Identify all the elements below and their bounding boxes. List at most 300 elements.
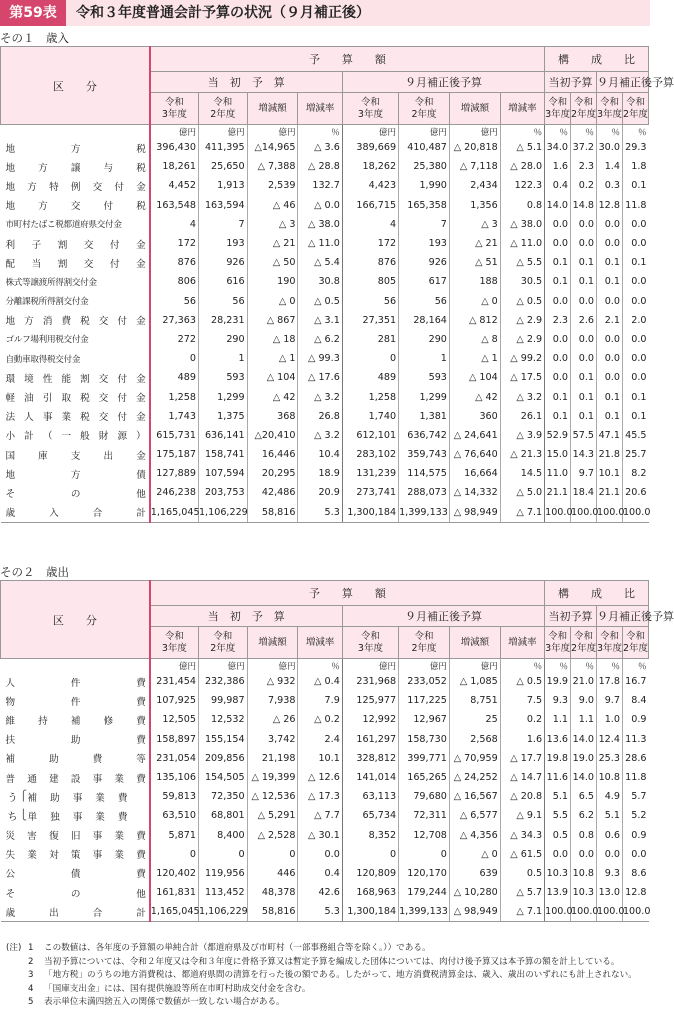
col-r3: 令和 3年度: [342, 93, 398, 125]
value-cell: △ 34.3: [500, 826, 544, 845]
value-cell: 615,731: [150, 426, 199, 445]
value-cell: 1,913: [198, 176, 247, 195]
value-cell: 1,399,133: [399, 902, 450, 922]
brace-icon: ⎩: [19, 810, 27, 822]
value-cell: 21.8: [597, 445, 623, 464]
value-cell: 7.5: [500, 691, 544, 710]
table-row: [1, 672, 649, 691]
value-cell: 13.0: [597, 883, 623, 902]
row-label: 配 当 割 交 付 金: [5, 258, 146, 270]
row-label: ゴルフ場利用税交付金: [5, 335, 89, 346]
value-cell: 68,801: [198, 806, 247, 825]
value-cell: 5.7: [622, 787, 648, 806]
value-cell: 10.1: [597, 464, 623, 483]
col-r2: 令和 2年度: [622, 93, 648, 125]
value-cell: 17.8: [597, 672, 623, 691]
value-cell: 21.1: [597, 483, 623, 502]
value-cell: 21,198: [247, 749, 298, 768]
unit-cell: ％: [571, 659, 597, 673]
table-row: [1, 196, 649, 215]
value-cell: △ 26: [247, 710, 298, 729]
value-cell: 11.8: [622, 768, 648, 787]
value-cell: 179,244: [399, 883, 450, 902]
value-cell: 1.6: [545, 157, 571, 176]
value-cell: 175,187: [150, 445, 199, 464]
value-cell: △ 21: [449, 234, 500, 253]
value-cell: 12,967: [399, 710, 450, 729]
value-cell: 25,650: [198, 157, 247, 176]
value-cell: 12.8: [622, 883, 648, 902]
value-cell: 2.0: [622, 311, 648, 330]
value-cell: 209,856: [198, 749, 247, 768]
value-cell: 172: [342, 234, 398, 253]
value-cell: 56: [198, 292, 247, 311]
budget-header: 予 算 額: [150, 47, 545, 72]
value-cell: △ 3.1: [298, 311, 342, 330]
value-cell: 1.1: [545, 710, 571, 729]
value-cell: 113,452: [198, 883, 247, 902]
table-row: [1, 864, 649, 883]
value-cell: 100.0: [545, 503, 571, 523]
value-cell: 56: [399, 292, 450, 311]
note-item: [6, 956, 646, 970]
value-cell: △ 24,252: [449, 768, 500, 787]
value-cell: 5.3: [298, 503, 342, 523]
value-cell: △ 1: [449, 349, 500, 368]
expenditure-section-title: その２ 歳出: [0, 565, 69, 579]
value-cell: △ 6,577: [449, 806, 500, 825]
unit-cell: 億円: [198, 125, 247, 139]
row-label: 失 業 対 策 事 業 費: [5, 850, 146, 862]
value-cell: 9.7: [597, 691, 623, 710]
row-label: 地 方 交 付 税: [5, 201, 146, 213]
note-text: 表示単位未満四捨五入の関係で数値が一致しない場合がある。: [44, 997, 285, 1007]
row-label: 扶 助 費: [5, 735, 146, 747]
value-cell: 11.3: [622, 730, 648, 749]
note-item: [6, 983, 646, 997]
value-cell: 636,141: [198, 426, 247, 445]
value-cell: 0.8: [571, 826, 597, 845]
value-cell: 63,113: [342, 787, 398, 806]
value-cell: 0.1: [622, 253, 648, 272]
value-cell: △ 104: [247, 368, 298, 387]
value-cell: 72,350: [198, 787, 247, 806]
value-cell: 100.0: [597, 503, 623, 523]
row-label: 小 計 （ 一 般 財 源 ）: [5, 431, 146, 443]
value-cell: 1.4: [597, 157, 623, 176]
value-cell: △ 6.2: [298, 330, 342, 349]
value-cell: 0.0: [545, 368, 571, 387]
value-cell: 0.5: [500, 864, 544, 883]
value-cell: 100.0: [571, 902, 597, 922]
value-cell: 65,734: [342, 806, 398, 825]
value-cell: 328,812: [342, 749, 398, 768]
row-label: 災 害 復 旧 事 業 費: [5, 831, 146, 843]
table-row: [1, 483, 649, 502]
row-label: 普 通 建 設 事 業 費: [5, 773, 146, 785]
value-cell: 5,871: [150, 826, 199, 845]
value-cell: 0.0: [597, 349, 623, 368]
initial-budget-header: 当 初 予 算: [150, 606, 343, 627]
note-text: この数値は、各年度の予算額の単純合計（都道府県及び市町村（一部事務組合等を除く。））である。: [44, 943, 431, 953]
row-label: 補 助 費 等: [5, 754, 146, 766]
unit-cell: 億円: [150, 125, 199, 139]
unit-cell: ％: [545, 659, 571, 673]
row-label: 人 件 費: [5, 677, 146, 689]
value-cell: △ 17.7: [500, 749, 544, 768]
value-cell: 154,505: [198, 768, 247, 787]
value-cell: 47.1: [597, 426, 623, 445]
value-cell: 14.5: [500, 464, 544, 483]
row-label: 軽 油 引 取 税 交 付 金: [5, 393, 146, 405]
value-cell: 120,809: [342, 864, 398, 883]
value-cell: 290: [198, 330, 247, 349]
table-row: [1, 464, 649, 483]
value-cell: 0.0: [545, 215, 571, 234]
value-cell: 359,743: [399, 445, 450, 464]
value-cell: 19.8: [545, 749, 571, 768]
comp-initial-header: 当初予算: [545, 606, 597, 627]
value-cell: 30.5: [500, 272, 544, 291]
value-cell: 27,363: [150, 311, 199, 330]
table-row: [1, 176, 649, 195]
value-cell: 193: [198, 234, 247, 253]
value-cell: 616: [198, 272, 247, 291]
row-label: 自動車取得税交付金: [5, 354, 81, 365]
row-label: 地 方 消 費 税 交 付 金: [5, 316, 146, 328]
value-cell: 20.9: [298, 483, 342, 502]
value-cell: 1,300,184: [342, 902, 398, 922]
value-cell: 120,170: [399, 864, 450, 883]
value-cell: 0.1: [545, 407, 571, 426]
value-cell: △ 20,818: [449, 138, 500, 157]
value-cell: △ 70,959: [449, 749, 500, 768]
value-cell: 18,262: [342, 157, 398, 176]
value-cell: 0.1: [597, 272, 623, 291]
value-cell: 56: [150, 292, 199, 311]
value-cell: 0.6: [597, 826, 623, 845]
value-cell: 0: [399, 845, 450, 864]
value-cell: 131,239: [342, 464, 398, 483]
value-cell: 0.1: [571, 407, 597, 426]
value-cell: 410,487: [399, 138, 450, 157]
value-cell: 14.8: [571, 196, 597, 215]
value-cell: 805: [342, 272, 398, 291]
value-cell: 389,669: [342, 138, 398, 157]
value-cell: 446: [247, 864, 298, 883]
value-cell: 0.0: [298, 845, 342, 864]
value-cell: △ 16,567: [449, 787, 500, 806]
col-r2: 令和 2年度: [622, 627, 648, 659]
value-cell: 1,299: [399, 387, 450, 406]
table-row: [1, 368, 649, 387]
value-cell: △ 5.1: [500, 138, 544, 157]
value-cell: △ 1: [247, 349, 298, 368]
table-row: [1, 806, 649, 825]
col-rate: 増減率: [298, 93, 342, 125]
value-cell: △ 5.5: [500, 253, 544, 272]
table-row: [1, 768, 649, 787]
value-cell: 21.0: [571, 672, 597, 691]
table-number-badge: 第59表: [0, 0, 66, 26]
table-row: [1, 234, 649, 253]
value-cell: 29.3: [622, 138, 648, 157]
value-cell: 28.6: [622, 749, 648, 768]
value-cell: 63,510: [150, 806, 199, 825]
note-item: [6, 996, 646, 1010]
value-cell: 58,816: [247, 902, 298, 922]
value-cell: 8,400: [198, 826, 247, 845]
value-cell: 12,992: [342, 710, 398, 729]
value-cell: 135,106: [150, 768, 199, 787]
value-cell: 1,165,045: [150, 503, 199, 523]
value-cell: 7.9: [298, 691, 342, 710]
value-cell: 165,265: [399, 768, 450, 787]
value-cell: 0.0: [571, 349, 597, 368]
value-cell: 272: [150, 330, 199, 349]
value-cell: △ 7.1: [500, 503, 544, 523]
value-cell: 158,741: [198, 445, 247, 464]
value-cell: 0.0: [622, 215, 648, 234]
value-cell: 8,352: [342, 826, 398, 845]
table-row: [1, 272, 649, 291]
value-cell: △ 0.5: [500, 672, 544, 691]
table-row: [1, 787, 649, 806]
value-cell: 233,052: [399, 672, 450, 691]
value-cell: 14.0: [571, 768, 597, 787]
value-cell: 0.0: [571, 330, 597, 349]
value-cell: 6.2: [571, 806, 597, 825]
value-cell: 0.0: [545, 845, 571, 864]
value-cell: 165,358: [399, 196, 450, 215]
value-cell: 639: [449, 864, 500, 883]
value-cell: △ 99.2: [500, 349, 544, 368]
table-row: [1, 215, 649, 234]
value-cell: △ 0.2: [298, 710, 342, 729]
value-cell: 0.5: [545, 826, 571, 845]
value-cell: 100.0: [597, 902, 623, 922]
table-row: [1, 730, 649, 749]
value-cell: 2.3: [545, 311, 571, 330]
table-row: [1, 407, 649, 426]
value-cell: 5.2: [622, 806, 648, 825]
value-cell: 158,897: [150, 730, 199, 749]
table-row: [1, 710, 649, 729]
units-row: [1, 125, 649, 139]
value-cell: 42.6: [298, 883, 342, 902]
col-rate: 増減率: [298, 627, 342, 659]
value-cell: 10.3: [571, 883, 597, 902]
initial-budget-header: 当 初 予 算: [150, 72, 343, 93]
unit-cell: 億円: [342, 659, 398, 673]
value-cell: 190: [247, 272, 298, 291]
value-cell: 37.2: [571, 138, 597, 157]
value-cell: 1: [198, 349, 247, 368]
row-label: 株式等譲渡所得割交付金: [5, 277, 97, 288]
value-cell: 26.1: [500, 407, 544, 426]
value-cell: △ 2.9: [500, 330, 544, 349]
col-r3: 令和 3年度: [545, 627, 571, 659]
value-cell: 231,054: [150, 749, 199, 768]
row-label: 公 債 費: [5, 869, 146, 881]
value-cell: 5.1: [597, 806, 623, 825]
value-cell: 34.0: [545, 138, 571, 157]
value-cell: 99,987: [198, 691, 247, 710]
value-cell: 18.9: [298, 464, 342, 483]
value-cell: 13.9: [545, 883, 571, 902]
value-cell: 12.4: [597, 730, 623, 749]
table-row: [1, 349, 649, 368]
value-cell: 281: [342, 330, 398, 349]
value-cell: 6.5: [571, 787, 597, 806]
value-cell: △ 5.4: [298, 253, 342, 272]
value-cell: 100.0: [571, 503, 597, 523]
value-cell: 52.9: [545, 426, 571, 445]
value-cell: 1,990: [399, 176, 450, 195]
row-label: そ の 他: [5, 488, 146, 500]
value-cell: 0.1: [545, 253, 571, 272]
revenue-table: [0, 46, 674, 523]
value-cell: △ 19,399: [247, 768, 298, 787]
value-cell: 79,680: [399, 787, 450, 806]
expenditure-table: [0, 580, 674, 922]
value-cell: 2.1: [597, 311, 623, 330]
page-title: 令和３年度普通会計予算の状況（９月補正後）: [76, 5, 370, 21]
value-cell: 16,664: [449, 464, 500, 483]
value-cell: 0.0: [597, 368, 623, 387]
col-r3: 令和 3年度: [342, 627, 398, 659]
value-cell: 5.5: [545, 806, 571, 825]
note-item: [6, 969, 646, 983]
stub-header: 区 分: [1, 581, 150, 659]
value-cell: 1.0: [597, 710, 623, 729]
unit-cell: ％: [298, 659, 342, 673]
col-rate: 増減率: [500, 627, 544, 659]
value-cell: 926: [198, 253, 247, 272]
value-cell: △ 17.5: [500, 368, 544, 387]
value-cell: 1,106,229: [198, 503, 247, 523]
value-cell: 9.3: [597, 864, 623, 883]
row-label: 補 助 事 業 費: [27, 792, 128, 804]
value-cell: 0.0: [571, 292, 597, 311]
value-cell: 120,402: [150, 864, 199, 883]
value-cell: 25,380: [399, 157, 450, 176]
value-cell: 0.1: [571, 368, 597, 387]
col-r3: 令和 3年度: [150, 627, 199, 659]
value-cell: 166,715: [342, 196, 398, 215]
note-number: 3: [28, 970, 34, 980]
value-cell: 107,594: [198, 464, 247, 483]
budget-header: 予 算 額: [150, 581, 545, 606]
value-cell: △ 3.2: [500, 387, 544, 406]
unit-cell: ％: [298, 125, 342, 139]
table-row: [1, 749, 649, 768]
value-cell: 1,299: [198, 387, 247, 406]
value-cell: 0.0: [545, 292, 571, 311]
value-cell: 11.8: [622, 196, 648, 215]
value-cell: 1,356: [449, 196, 500, 215]
row-label: 国 庫 支 出 金: [5, 450, 146, 462]
value-cell: 399,771: [399, 749, 450, 768]
value-cell: △ 3: [247, 215, 298, 234]
col-r2: 令和 2年度: [198, 627, 247, 659]
value-cell: 21.1: [545, 483, 571, 502]
value-cell: 12,532: [198, 710, 247, 729]
value-cell: 58,816: [247, 503, 298, 523]
value-cell: △ 7.7: [298, 806, 342, 825]
value-cell: △ 2,528: [247, 826, 298, 845]
value-cell: 0.1: [622, 176, 648, 195]
value-cell: △ 5,291: [247, 806, 298, 825]
note-text: 当初予算については、令和２年度又は令和３年度に骨格予算又は暫定予算を編成した団体については、肉付け後予算又は本予算の額を計上している。: [44, 956, 620, 967]
unit-cell: 億円: [399, 125, 450, 139]
value-cell: △ 28.8: [298, 157, 342, 176]
value-cell: 0.2: [500, 710, 544, 729]
value-cell: 0.0: [622, 272, 648, 291]
value-cell: 1,381: [399, 407, 450, 426]
value-cell: 14.0: [545, 196, 571, 215]
value-cell: 8.4: [622, 691, 648, 710]
note-mark: [6, 969, 28, 983]
composition-header: 構 成 比: [545, 47, 649, 72]
unit-cell: 億円: [198, 659, 247, 673]
unit-cell: ％: [500, 659, 544, 673]
value-cell: 0.0: [622, 368, 648, 387]
value-cell: 636,742: [399, 426, 450, 445]
value-cell: 806: [150, 272, 199, 291]
table-row: [1, 503, 649, 523]
value-cell: △ 17.3: [298, 787, 342, 806]
value-cell: 0.0: [571, 845, 597, 864]
value-cell: △ 50: [247, 253, 298, 272]
value-cell: 0.3: [597, 176, 623, 195]
comp-initial-header: 当初予算: [545, 72, 597, 93]
col-r3: 令和 3年度: [597, 627, 623, 659]
value-cell: 20,295: [247, 464, 298, 483]
value-cell: 25.3: [597, 749, 623, 768]
col-r2: 令和 2年度: [399, 627, 450, 659]
value-cell: 9.7: [571, 464, 597, 483]
col-rate: 増減率: [500, 93, 544, 125]
value-cell: △ 3.2: [298, 387, 342, 406]
value-cell: 100.0: [622, 503, 648, 523]
value-cell: △ 104: [449, 368, 500, 387]
value-cell: 122.3: [500, 176, 544, 195]
value-cell: △ 8: [449, 330, 500, 349]
value-cell: 16.7: [622, 672, 648, 691]
note-number: 5: [28, 997, 34, 1007]
note-item: [6, 942, 646, 956]
value-cell: 4: [342, 215, 398, 234]
table-row: [1, 902, 649, 922]
value-cell: 15.0: [545, 445, 571, 464]
table-row: [1, 845, 649, 864]
table-row: [1, 253, 649, 272]
value-cell: 25.7: [622, 445, 648, 464]
value-cell: 7,938: [247, 691, 298, 710]
value-cell: △ 2.9: [500, 311, 544, 330]
value-cell: 246,238: [150, 483, 199, 502]
value-cell: 19.0: [571, 749, 597, 768]
value-cell: 72,311: [399, 806, 450, 825]
value-cell: △ 3: [449, 215, 500, 234]
col-r2: 令和 2年度: [571, 93, 597, 125]
col-change: 増減額: [449, 93, 500, 125]
value-cell: 0.9: [622, 826, 648, 845]
composition-header: 構 成 比: [545, 581, 649, 606]
unit-cell: ％: [597, 125, 623, 139]
value-cell: 0: [247, 845, 298, 864]
